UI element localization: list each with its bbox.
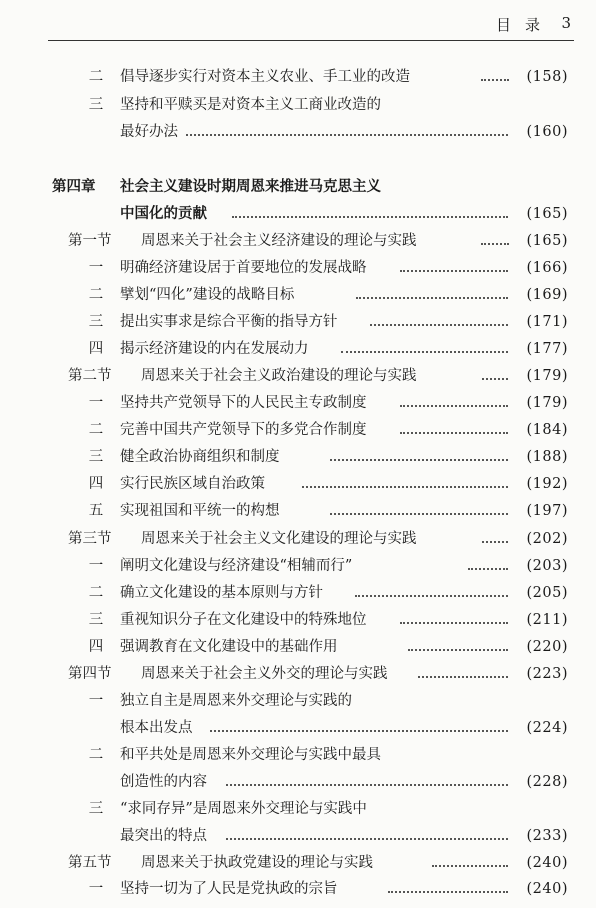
header-title: 目录 bbox=[495, 16, 554, 34]
dot-leader bbox=[481, 243, 509, 245]
toc-marker: 二 bbox=[88, 585, 104, 601]
toc-entry-text: 创造性的内容 bbox=[120, 774, 207, 790]
section-label: 第一节 bbox=[68, 233, 112, 249]
toc-page-number: (158) bbox=[526, 69, 568, 85]
toc-entry[interactable] bbox=[0, 553, 596, 579]
toc-entry[interactable] bbox=[0, 255, 596, 281]
toc-marker: 一 bbox=[88, 395, 104, 411]
section-title: 周恩来关于社会主义外交的理论与实践 bbox=[141, 666, 388, 682]
toc-entry-text: 实现祖国和平统一的构想 bbox=[120, 503, 280, 519]
section-entry[interactable] bbox=[0, 363, 596, 389]
toc-entry[interactable] bbox=[0, 688, 596, 714]
toc-page-number: (179) bbox=[526, 368, 568, 384]
header-rule bbox=[48, 40, 574, 41]
section-entry[interactable] bbox=[0, 228, 596, 254]
toc-page-number: (165) bbox=[526, 206, 568, 222]
toc-page-number: (179) bbox=[526, 395, 568, 411]
toc-entry[interactable] bbox=[0, 92, 596, 118]
dot-leader bbox=[468, 568, 508, 570]
section-label: 第五节 bbox=[68, 855, 112, 871]
toc-page-number: (203) bbox=[526, 558, 568, 574]
toc-marker: 四 bbox=[88, 476, 104, 492]
section-label: 第四节 bbox=[68, 666, 112, 682]
toc-entry-text: 坚持和平赎买是对资本主义工商业改造的 bbox=[120, 97, 381, 113]
toc-entry[interactable] bbox=[0, 336, 596, 362]
dot-leader bbox=[400, 405, 508, 407]
toc-page-number: (177) bbox=[526, 341, 568, 357]
toc-entry-text: 独立自主是周恩来外交理论与实践的 bbox=[120, 693, 352, 709]
section-title: 周恩来关于社会主义经济建设的理论与实践 bbox=[141, 233, 417, 249]
toc-marker: 一 bbox=[88, 693, 104, 709]
toc-entry-text: 坚持一切为了人民是党执政的宗旨 bbox=[120, 881, 338, 897]
dot-leader bbox=[302, 486, 508, 488]
section-entry[interactable] bbox=[0, 661, 596, 687]
toc-entry-text: 坚持共产党领导下的人民民主专政制度 bbox=[120, 395, 367, 411]
toc-entry-text: 揭示经济建设的内在发展动力 bbox=[120, 341, 309, 357]
toc-entry-text: 倡导逐步实行对资本主义农业、手工业的改造 bbox=[120, 69, 410, 85]
toc-marker: 五 bbox=[88, 503, 104, 519]
toc-page-number: (188) bbox=[526, 449, 568, 465]
toc-entry-text: 最好办法 bbox=[120, 124, 178, 140]
toc-entry[interactable] bbox=[0, 634, 596, 660]
toc-entry-text: 提出实事求是综合平衡的指导方针 bbox=[120, 314, 338, 330]
dot-leader bbox=[408, 649, 508, 651]
toc-entry[interactable] bbox=[0, 390, 596, 416]
chapter-label: 第四章 bbox=[52, 179, 96, 195]
dot-leader bbox=[210, 730, 508, 732]
toc-entry-text: 完善中国共产党领导下的多党合作制度 bbox=[120, 422, 367, 438]
dot-leader bbox=[330, 513, 508, 515]
dot-leader bbox=[418, 676, 508, 678]
toc-entry[interactable] bbox=[0, 309, 596, 335]
toc-entry-text: 和平共处是周恩来外交理论与实践中最具 bbox=[120, 747, 381, 763]
toc-entry-text: 擘划“四化”建设的战略目标 bbox=[120, 287, 295, 303]
dot-leader bbox=[341, 351, 508, 353]
toc-page-number: (160) bbox=[526, 124, 568, 140]
toc-page-number: (169) bbox=[526, 287, 568, 303]
header-page-number: 3 bbox=[561, 14, 571, 32]
toc-page-number: (202) bbox=[526, 531, 568, 547]
dot-leader bbox=[355, 595, 508, 597]
toc-entry-text: “求同存异”是周恩来外交理论与实践中 bbox=[120, 801, 367, 817]
toc-entry[interactable] bbox=[0, 580, 596, 606]
toc-entry-text: 确立文化建设的基本原则与方针 bbox=[120, 585, 323, 601]
toc-entry[interactable] bbox=[0, 876, 596, 902]
toc-page-number: (192) bbox=[526, 476, 568, 492]
toc-page-number: (205) bbox=[526, 585, 568, 601]
dot-leader bbox=[388, 891, 508, 893]
dot-leader bbox=[482, 378, 508, 380]
toc-marker: 三 bbox=[88, 314, 104, 330]
toc-entry-text: 最突出的特点 bbox=[120, 828, 207, 844]
toc-entry[interactable] bbox=[0, 498, 596, 524]
toc-marker: 一 bbox=[88, 881, 104, 897]
toc-entry[interactable] bbox=[0, 444, 596, 470]
section-entry[interactable] bbox=[0, 526, 596, 552]
toc-entry[interactable] bbox=[0, 471, 596, 497]
toc-page-number: (224) bbox=[526, 720, 568, 736]
toc-marker: 三 bbox=[88, 449, 104, 465]
toc-page-number: (223) bbox=[526, 666, 568, 682]
toc-entry-text: 强调教育在文化建设中的基础作用 bbox=[120, 639, 338, 655]
toc-entry[interactable] bbox=[0, 742, 596, 768]
toc-marker: 二 bbox=[88, 747, 104, 763]
toc-entry-continuation[interactable] bbox=[0, 823, 596, 849]
section-label: 第二节 bbox=[68, 368, 112, 384]
toc-page-number: (233) bbox=[526, 828, 568, 844]
chapter-title: 中国化的贡献 bbox=[120, 206, 207, 222]
toc-marker: 一 bbox=[88, 260, 104, 276]
toc-page-number: (220) bbox=[526, 639, 568, 655]
toc-entry-text: 重视知识分子在文化建设中的特殊地位 bbox=[120, 612, 367, 628]
dot-leader bbox=[226, 838, 508, 840]
chapter-heading-continuation[interactable] bbox=[0, 201, 596, 227]
dot-leader bbox=[400, 432, 508, 434]
toc-marker: 二 bbox=[88, 69, 104, 85]
toc-entry-text: 阐明文化建设与经济建设“相辅而行” bbox=[120, 558, 353, 574]
toc-entry-continuation[interactable] bbox=[0, 769, 596, 795]
page-header bbox=[0, 0, 596, 44]
section-label: 第三节 bbox=[68, 531, 112, 547]
dot-leader bbox=[356, 297, 508, 299]
toc-page-number: (197) bbox=[526, 503, 568, 519]
toc-marker: 一 bbox=[88, 558, 104, 574]
toc-entry[interactable] bbox=[0, 282, 596, 308]
toc-entry[interactable] bbox=[0, 796, 596, 822]
toc-entry-continuation[interactable] bbox=[0, 119, 596, 145]
dot-leader bbox=[330, 459, 508, 461]
toc-page-number: (171) bbox=[526, 314, 568, 330]
dot-leader bbox=[186, 134, 508, 136]
toc-entry-continuation[interactable] bbox=[0, 715, 596, 741]
toc-entry-text: 实行民族区域自治政策 bbox=[120, 476, 265, 492]
section-title: 周恩来关于社会主义政治建设的理论与实践 bbox=[141, 368, 417, 384]
toc-page-number: (166) bbox=[526, 260, 568, 276]
toc-entry-text: 根本出发点 bbox=[120, 720, 193, 736]
toc-marker: 二 bbox=[88, 287, 104, 303]
dot-leader bbox=[370, 324, 508, 326]
dot-leader bbox=[481, 79, 509, 81]
section-title: 周恩来关于执政党建设的理论与实践 bbox=[141, 855, 373, 871]
toc-entry[interactable] bbox=[0, 607, 596, 633]
section-entry[interactable] bbox=[0, 850, 596, 876]
toc-page-number: (228) bbox=[526, 774, 568, 790]
dot-leader bbox=[232, 216, 508, 218]
dot-leader bbox=[432, 865, 508, 867]
toc-entry-text: 健全政治协商组织和制度 bbox=[120, 449, 280, 465]
toc-marker: 三 bbox=[88, 97, 104, 113]
toc-marker: 二 bbox=[88, 422, 104, 438]
toc-marker: 三 bbox=[88, 612, 104, 628]
toc-marker: 三 bbox=[88, 801, 104, 817]
toc-page-number: (165) bbox=[526, 233, 568, 249]
dot-leader bbox=[400, 270, 508, 272]
dot-leader bbox=[226, 784, 508, 786]
section-title: 周恩来关于社会主义文化建设的理论与实践 bbox=[141, 531, 417, 547]
toc-page-number: (211) bbox=[526, 612, 568, 628]
toc-page-number: (240) bbox=[526, 881, 568, 897]
dot-leader bbox=[482, 541, 508, 543]
toc-entry-text: 明确经济建设居于首要地位的发展战略 bbox=[120, 260, 367, 276]
chapter-heading[interactable] bbox=[0, 174, 596, 200]
toc-marker: 四 bbox=[88, 639, 104, 655]
toc-entry[interactable] bbox=[0, 417, 596, 443]
toc-entry[interactable] bbox=[0, 64, 596, 90]
toc-page-number: (240) bbox=[526, 855, 568, 871]
dot-leader bbox=[400, 622, 508, 624]
toc-page-number: (184) bbox=[526, 422, 568, 438]
chapter-title: 社会主义建设时期周恩来推进马克思主义 bbox=[120, 179, 381, 195]
toc-marker: 四 bbox=[88, 341, 104, 357]
